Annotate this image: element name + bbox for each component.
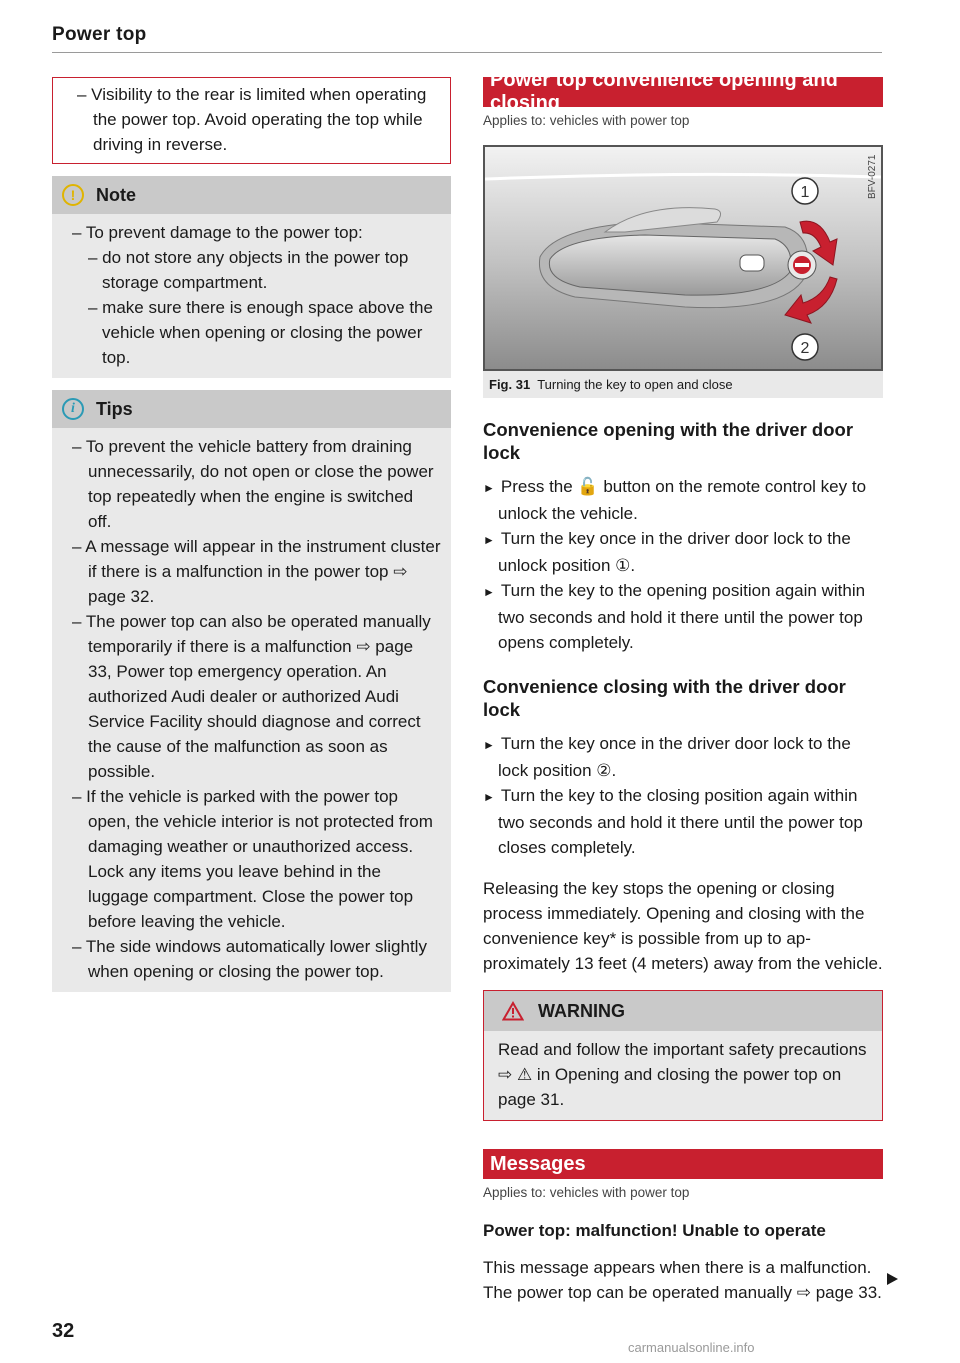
info-circle-icon: i [62,398,84,420]
warning-continuation-text: – Visibility to the rear is limited when operating the power top. Avoid operating the top while driving in reverse. [77,85,427,154]
closing-step [483,783,883,860]
warning-continuation-box [52,77,451,164]
tips-title: Tips [96,398,133,419]
tip-item: – The side windows automatically lower slightly when opening or closing the power top. [72,937,427,981]
door-handle-illustration [483,145,883,371]
page-header-title: Power top [52,24,147,45]
opening-step [483,578,883,655]
bullet-triangle-icon: ► [483,533,495,547]
opening-step [483,474,883,526]
warning-triangle-icon [502,1001,524,1021]
warning-text: Read and follow the important safety precautions ⇨ ⚠ in Opening and closing the power top on page 31. [498,1040,867,1109]
message-text: This message appears when there is a malfunction. The power top can be operated manually ⇨ page 33. [483,1258,882,1302]
tips-box [52,390,451,992]
opening-step-text: Turn the key once in the driver door lock to the unlock position ①. [498,529,851,575]
closing-step-text: Turn the key to the closing position again within two seconds and hold it there until the power top closes completely. [498,786,863,857]
note-item: – make sure there is enough space above the vehicle when opening or closing the power top. [88,298,433,367]
applies-to-text: Applies to: vehicles with power top [483,113,690,128]
bullet-triangle-icon: ► [483,585,495,599]
closing-heading: Convenience closing with the driver door lock [483,676,846,720]
tips-body [52,428,451,986]
exclamation-circle-icon: ! [62,184,84,206]
figure-caption-label: Fig. 31 [489,377,531,392]
section-heading-messages: Messages [483,1149,883,1179]
left-column [52,77,451,992]
header-divider [52,52,882,53]
opening-steps [483,474,883,655]
warning-box [483,990,883,1121]
note-intro: – To prevent damage to the power top: [72,223,363,242]
note-header [52,176,451,214]
figure-caption-text: Turning the key to open and close [537,377,733,392]
message-heading: Power top: malfunction! Unable to operate [483,1221,826,1240]
opening-step [483,526,883,578]
note-title: Note [96,184,136,205]
closing-step-text: Turn the key once in the driver door lock to the lock position ②. [498,734,851,780]
bullet-triangle-icon: ► [483,738,495,752]
note-box [52,176,451,378]
bullet-triangle-icon: ► [483,481,495,495]
warning-title: WARNING [538,1000,625,1021]
opening-heading: Convenience opening with the driver door lock [483,419,854,463]
note-item: – do not store any objects in the power top storage compartment. [88,248,409,292]
warning-header [484,991,882,1031]
figure-label-2: 2 [800,340,810,357]
closing-steps [483,731,883,860]
page-number: 32 [52,1320,75,1342]
releasing-paragraph: Releasing the key stops the opening or closing process immediately. Opening and closing with the convenience key* is possible from up to approximately 13 feet (4 meters) away from the vehicle. [483,879,883,973]
opening-step-text: Turn the key to the opening position again within two seconds and hold it there until the power top opens completely. [498,581,866,652]
figure-label-1: 1 [800,184,810,201]
section-heading-convenience: Power top convenience opening and closing [483,77,883,107]
footer-watermark: carmanualsonline.info [628,1340,755,1355]
opening-step-text: Press the 🔓 button on the remote control key to unlock the vehicle. [498,477,867,523]
note-body [52,214,451,372]
figure-code: BFV-0271 [867,154,878,199]
closing-step [483,731,883,783]
figure-caption [483,371,883,398]
tip-item: – A message will appear in the instrument cluster if there is a malfunction in the power top ⇨ page 32. [72,537,441,606]
continue-arrow-icon [885,1272,899,1286]
bullet-triangle-icon: ► [483,790,495,804]
tip-item: – If the vehicle is parked with the power top open, the vehicle interior is not protected from damaging weather or unauthorized access. Lock any items you leave behind in the luggage compartment. Close the power top before leaving the vehicle. [72,787,433,931]
door-handle-drawing [485,147,881,369]
applies-to-text: Applies to: vehicles with power top [483,1185,690,1200]
tips-header [52,390,451,428]
tip-item: – To prevent the vehicle battery from draining unnecessarily, do not open or close the power top repeatedly when the engine is switched off. [72,437,434,531]
figure-31 [483,145,883,398]
right-column [483,69,883,1305]
tip-item: – The power top can also be operated manually temporarily if there is a malfunction ⇨ page 33, Power top emergency operation. An authorized Audi dealer or authorized Audi Service Facility should diagnose and correct the cause of the malfunction as soon as possible. [72,612,431,781]
